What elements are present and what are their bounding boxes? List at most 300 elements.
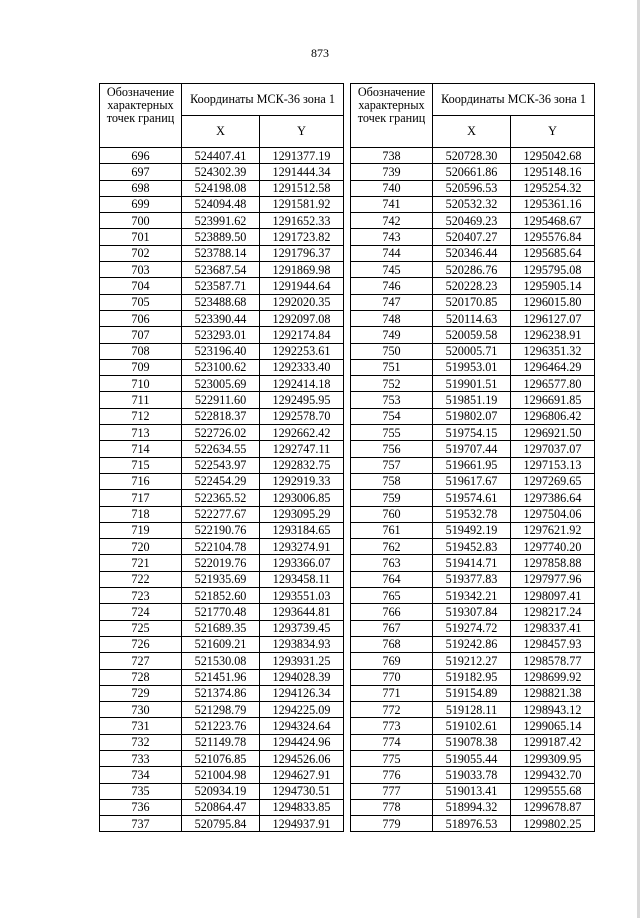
y-coordinate-cell: 1294730.51 xyxy=(260,783,344,799)
table-row xyxy=(100,636,344,652)
x-coordinate-cell: 524407.41 xyxy=(182,148,260,164)
table-row xyxy=(351,783,595,799)
point-number-cell: 743 xyxy=(351,229,433,245)
y-coordinate-cell: 1296806.42 xyxy=(511,408,595,424)
point-number-cell: 775 xyxy=(351,750,433,766)
y-coordinate-cell: 1295254.32 xyxy=(511,180,595,196)
table-row xyxy=(351,327,595,343)
y-coordinate-cell: 1292662.42 xyxy=(260,425,344,441)
point-number-cell: 708 xyxy=(100,343,182,359)
table-row xyxy=(100,669,344,685)
table-row xyxy=(351,310,595,326)
point-number-cell: 735 xyxy=(100,783,182,799)
y-coordinate-cell: 1299555.68 xyxy=(511,783,595,799)
x-coordinate-cell: 520346.44 xyxy=(433,245,511,261)
point-number-cell: 717 xyxy=(100,490,182,506)
designation-header: Обозначение характерных точек границ xyxy=(100,84,182,148)
point-number-cell: 754 xyxy=(351,408,433,424)
y-coordinate-cell: 1296351.32 xyxy=(511,343,595,359)
table-row xyxy=(100,816,344,832)
x-coordinate-cell: 521076.85 xyxy=(182,750,260,766)
point-number-cell: 771 xyxy=(351,685,433,701)
y-coordinate-cell: 1298578.77 xyxy=(511,653,595,669)
x-coordinate-cell: 522818.37 xyxy=(182,408,260,424)
table-row xyxy=(100,620,344,636)
table-row xyxy=(351,522,595,538)
point-number-cell: 742 xyxy=(351,213,433,229)
y-coordinate-cell: 1292747.11 xyxy=(260,441,344,457)
y-coordinate-cell: 1292578.70 xyxy=(260,408,344,424)
x-coordinate-cell: 521935.69 xyxy=(182,571,260,587)
point-number-cell: 765 xyxy=(351,588,433,604)
table-row xyxy=(100,653,344,669)
y-coordinate-cell: 1298457.93 xyxy=(511,636,595,652)
y-coordinate-cell: 1297621.92 xyxy=(511,522,595,538)
x-coordinate-cell: 522454.29 xyxy=(182,473,260,489)
table-row xyxy=(351,294,595,310)
point-number-cell: 770 xyxy=(351,669,433,685)
table-row xyxy=(100,457,344,473)
table-row xyxy=(100,506,344,522)
point-number-cell: 758 xyxy=(351,473,433,489)
x-coordinate-cell: 522190.76 xyxy=(182,522,260,538)
y-coordinate-cell: 1294937.91 xyxy=(260,816,344,832)
x-coordinate-cell: 519492.19 xyxy=(433,522,511,538)
y-coordinate-cell: 1293834.93 xyxy=(260,636,344,652)
x-coordinate-cell: 523587.71 xyxy=(182,278,260,294)
table-row xyxy=(100,588,344,604)
point-number-cell: 709 xyxy=(100,359,182,375)
point-number-cell: 761 xyxy=(351,522,433,538)
x-coordinate-cell: 519242.86 xyxy=(433,636,511,652)
y-coordinate-cell: 1291944.64 xyxy=(260,278,344,294)
x-coordinate-cell: 520795.84 xyxy=(182,816,260,832)
table-row xyxy=(100,539,344,555)
y-coordinate-cell: 1293366.07 xyxy=(260,555,344,571)
point-number-cell: 748 xyxy=(351,310,433,326)
point-number-cell: 764 xyxy=(351,571,433,587)
y-coordinate-cell: 1294424.96 xyxy=(260,734,344,750)
point-number-cell: 745 xyxy=(351,262,433,278)
table-row xyxy=(351,702,595,718)
table-row xyxy=(100,799,344,815)
x-coordinate-cell: 519154.89 xyxy=(433,685,511,701)
y-coordinate-cell: 1296127.07 xyxy=(511,310,595,326)
point-number-cell: 706 xyxy=(100,310,182,326)
point-number-cell: 715 xyxy=(100,457,182,473)
point-number-cell: 704 xyxy=(100,278,182,294)
point-number-cell: 729 xyxy=(100,685,182,701)
point-number-cell: 699 xyxy=(100,196,182,212)
table-row xyxy=(351,425,595,441)
x-coordinate-cell: 518976.53 xyxy=(433,816,511,832)
table-row xyxy=(351,767,595,783)
table-row xyxy=(100,359,344,375)
point-number-cell: 721 xyxy=(100,555,182,571)
point-number-cell: 701 xyxy=(100,229,182,245)
table-row xyxy=(100,327,344,343)
x-coordinate-cell: 519574.61 xyxy=(433,490,511,506)
y-coordinate-cell: 1294627.91 xyxy=(260,767,344,783)
y-coordinate-cell: 1299802.25 xyxy=(511,816,595,832)
point-number-cell: 724 xyxy=(100,604,182,620)
x-coordinate-cell: 522104.78 xyxy=(182,539,260,555)
table-row xyxy=(351,473,595,489)
y-coordinate-cell: 1299309.95 xyxy=(511,750,595,766)
table-row xyxy=(100,229,344,245)
table-row xyxy=(100,750,344,766)
point-number-cell: 714 xyxy=(100,441,182,457)
point-number-cell: 711 xyxy=(100,392,182,408)
point-number-cell: 723 xyxy=(100,588,182,604)
point-number-cell: 718 xyxy=(100,506,182,522)
y-coordinate-cell: 1296015.80 xyxy=(511,294,595,310)
x-coordinate-cell: 523488.68 xyxy=(182,294,260,310)
table-row xyxy=(100,425,344,441)
x-coordinate-cell: 519532.78 xyxy=(433,506,511,522)
x-coordinate-cell: 523687.54 xyxy=(182,262,260,278)
point-number-cell: 722 xyxy=(100,571,182,587)
table-row xyxy=(100,196,344,212)
y-coordinate-cell: 1291869.98 xyxy=(260,262,344,278)
point-number-cell: 725 xyxy=(100,620,182,636)
point-number-cell: 779 xyxy=(351,816,433,832)
y-coordinate-cell: 1296921.50 xyxy=(511,425,595,441)
x-coordinate-cell: 518994.32 xyxy=(433,799,511,815)
table-row xyxy=(351,392,595,408)
x-coordinate-cell: 521530.08 xyxy=(182,653,260,669)
table-row xyxy=(100,213,344,229)
y-coordinate-cell: 1292414.18 xyxy=(260,376,344,392)
y-coordinate-cell: 1293931.25 xyxy=(260,653,344,669)
x-coordinate-cell: 519274.72 xyxy=(433,620,511,636)
point-number-cell: 731 xyxy=(100,718,182,734)
y-coordinate-cell: 1291652.33 xyxy=(260,213,344,229)
point-number-cell: 756 xyxy=(351,441,433,457)
point-number-cell: 733 xyxy=(100,750,182,766)
y-coordinate-cell: 1294526.06 xyxy=(260,750,344,766)
table-row xyxy=(351,343,595,359)
x-coordinate-cell: 521223.76 xyxy=(182,718,260,734)
y-coordinate-cell: 1296577.80 xyxy=(511,376,595,392)
x-coordinate-cell: 520059.58 xyxy=(433,327,511,343)
y-coordinate-cell: 1291796.37 xyxy=(260,245,344,261)
point-number-cell: 728 xyxy=(100,669,182,685)
y-coordinate-cell: 1294028.39 xyxy=(260,669,344,685)
y-coordinate-cell: 1299065.14 xyxy=(511,718,595,734)
y-coordinate-cell: 1299678.87 xyxy=(511,799,595,815)
x-coordinate-cell: 520864.47 xyxy=(182,799,260,815)
x-coordinate-cell: 523196.40 xyxy=(182,343,260,359)
table-row xyxy=(351,816,595,832)
x-coordinate-cell: 519802.07 xyxy=(433,408,511,424)
y-coordinate-cell: 1297504.06 xyxy=(511,506,595,522)
x-coordinate-cell: 520286.76 xyxy=(433,262,511,278)
point-number-cell: 768 xyxy=(351,636,433,652)
table-row xyxy=(351,457,595,473)
x-coordinate-cell: 523293.01 xyxy=(182,327,260,343)
x-coordinate-cell: 519128.11 xyxy=(433,702,511,718)
point-number-cell: 698 xyxy=(100,180,182,196)
point-number-cell: 716 xyxy=(100,473,182,489)
point-number-cell: 776 xyxy=(351,767,433,783)
y-coordinate-cell: 1295576.84 xyxy=(511,229,595,245)
y-coordinate-cell: 1293551.03 xyxy=(260,588,344,604)
y-coordinate-cell: 1294324.64 xyxy=(260,718,344,734)
y-coordinate-cell: 1298097.41 xyxy=(511,588,595,604)
x-coordinate-cell: 519452.83 xyxy=(433,539,511,555)
x-coordinate-cell: 520170.85 xyxy=(433,294,511,310)
table-row xyxy=(100,685,344,701)
point-number-cell: 766 xyxy=(351,604,433,620)
y-coordinate-cell: 1297037.07 xyxy=(511,441,595,457)
table-row xyxy=(351,180,595,196)
table-row xyxy=(351,245,595,261)
point-number-cell: 705 xyxy=(100,294,182,310)
x-coordinate-cell: 520532.32 xyxy=(433,196,511,212)
table-row xyxy=(351,734,595,750)
x-coordinate-cell: 522634.55 xyxy=(182,441,260,457)
y-coordinate-cell: 1292253.61 xyxy=(260,343,344,359)
y-coordinate-cell: 1295361.16 xyxy=(511,196,595,212)
x-coordinate-cell: 523390.44 xyxy=(182,310,260,326)
x-coordinate-cell: 519078.38 xyxy=(433,734,511,750)
y-coordinate-cell: 1296464.29 xyxy=(511,359,595,375)
x-header: X xyxy=(433,116,511,148)
x-coordinate-cell: 521149.78 xyxy=(182,734,260,750)
y-header: Y xyxy=(260,116,344,148)
point-number-cell: 773 xyxy=(351,718,433,734)
point-number-cell: 696 xyxy=(100,148,182,164)
point-number-cell: 730 xyxy=(100,702,182,718)
point-number-cell: 710 xyxy=(100,376,182,392)
point-number-cell: 763 xyxy=(351,555,433,571)
x-coordinate-cell: 519414.71 xyxy=(433,555,511,571)
table-row xyxy=(100,310,344,326)
x-coordinate-cell: 519212.27 xyxy=(433,653,511,669)
table-row xyxy=(351,278,595,294)
x-coordinate-cell: 519307.84 xyxy=(433,604,511,620)
table-row xyxy=(351,408,595,424)
designation-header: Обозначение характерных точек границ xyxy=(351,84,433,148)
x-coordinate-cell: 519342.21 xyxy=(433,588,511,604)
table-row xyxy=(351,359,595,375)
y-coordinate-cell: 1297153.13 xyxy=(511,457,595,473)
point-number-cell: 757 xyxy=(351,457,433,473)
point-number-cell: 777 xyxy=(351,783,433,799)
y-coordinate-cell: 1298337.41 xyxy=(511,620,595,636)
x-coordinate-cell: 519707.44 xyxy=(433,441,511,457)
x-coordinate-cell: 519754.15 xyxy=(433,425,511,441)
y-coordinate-cell: 1298821.38 xyxy=(511,685,595,701)
x-coordinate-cell: 522911.60 xyxy=(182,392,260,408)
y-coordinate-cell: 1297386.64 xyxy=(511,490,595,506)
point-number-cell: 741 xyxy=(351,196,433,212)
point-number-cell: 751 xyxy=(351,359,433,375)
table-row xyxy=(351,799,595,815)
x-coordinate-cell: 519953.01 xyxy=(433,359,511,375)
x-coordinate-cell: 521451.96 xyxy=(182,669,260,685)
point-number-cell: 707 xyxy=(100,327,182,343)
y-coordinate-cell: 1292495.95 xyxy=(260,392,344,408)
y-coordinate-cell: 1292174.84 xyxy=(260,327,344,343)
x-coordinate-cell: 522365.52 xyxy=(182,490,260,506)
table-row xyxy=(100,767,344,783)
table-row xyxy=(100,408,344,424)
x-coordinate-cell: 519102.61 xyxy=(433,718,511,734)
y-coordinate-cell: 1295042.68 xyxy=(511,148,595,164)
point-number-cell: 736 xyxy=(100,799,182,815)
coordinates-table-right xyxy=(350,83,595,832)
table-row xyxy=(100,555,344,571)
coordinates-tables xyxy=(99,83,594,831)
table-row xyxy=(351,196,595,212)
coordinates-table-left xyxy=(99,83,344,832)
table-row xyxy=(351,685,595,701)
point-number-cell: 739 xyxy=(351,164,433,180)
x-coordinate-cell: 521689.35 xyxy=(182,620,260,636)
y-coordinate-cell: 1299187.42 xyxy=(511,734,595,750)
x-coordinate-cell: 519617.67 xyxy=(433,473,511,489)
x-coordinate-cell: 519055.44 xyxy=(433,750,511,766)
x-coordinate-cell: 523991.62 xyxy=(182,213,260,229)
point-number-cell: 774 xyxy=(351,734,433,750)
point-number-cell: 769 xyxy=(351,653,433,669)
table-row xyxy=(351,539,595,555)
table-row xyxy=(351,588,595,604)
coords-title-header: Координаты МСК-36 зона 1 xyxy=(433,84,595,116)
x-coordinate-cell: 520407.27 xyxy=(433,229,511,245)
y-coordinate-cell: 1292919.33 xyxy=(260,473,344,489)
y-coordinate-cell: 1296691.85 xyxy=(511,392,595,408)
y-coordinate-cell: 1293184.65 xyxy=(260,522,344,538)
point-number-cell: 762 xyxy=(351,539,433,555)
point-number-cell: 767 xyxy=(351,620,433,636)
x-coordinate-cell: 522019.76 xyxy=(182,555,260,571)
y-header: Y xyxy=(511,116,595,148)
point-number-cell: 749 xyxy=(351,327,433,343)
y-coordinate-cell: 1294833.85 xyxy=(260,799,344,815)
x-coordinate-cell: 524198.08 xyxy=(182,180,260,196)
table-row xyxy=(100,490,344,506)
table-row xyxy=(351,653,595,669)
x-coordinate-cell: 524094.48 xyxy=(182,196,260,212)
point-number-cell: 727 xyxy=(100,653,182,669)
point-number-cell: 759 xyxy=(351,490,433,506)
table-row xyxy=(100,702,344,718)
y-coordinate-cell: 1291512.58 xyxy=(260,180,344,196)
y-coordinate-cell: 1297858.88 xyxy=(511,555,595,571)
x-header: X xyxy=(182,116,260,148)
table-row xyxy=(100,294,344,310)
y-coordinate-cell: 1295685.64 xyxy=(511,245,595,261)
x-coordinate-cell: 520228.23 xyxy=(433,278,511,294)
y-coordinate-cell: 1298699.92 xyxy=(511,669,595,685)
table-row xyxy=(100,392,344,408)
x-coordinate-cell: 519851.19 xyxy=(433,392,511,408)
x-coordinate-cell: 521374.86 xyxy=(182,685,260,701)
y-coordinate-cell: 1297977.96 xyxy=(511,571,595,587)
table-row xyxy=(351,441,595,457)
table-row xyxy=(100,262,344,278)
x-coordinate-cell: 523788.14 xyxy=(182,245,260,261)
y-coordinate-cell: 1297269.65 xyxy=(511,473,595,489)
x-coordinate-cell: 520728.30 xyxy=(433,148,511,164)
table-row xyxy=(100,148,344,164)
point-number-cell: 700 xyxy=(100,213,182,229)
x-coordinate-cell: 520596.53 xyxy=(433,180,511,196)
point-number-cell: 753 xyxy=(351,392,433,408)
y-coordinate-cell: 1292020.35 xyxy=(260,294,344,310)
point-number-cell: 772 xyxy=(351,702,433,718)
x-coordinate-cell: 523005.69 xyxy=(182,376,260,392)
x-coordinate-cell: 519013.41 xyxy=(433,783,511,799)
table-row xyxy=(100,473,344,489)
point-number-cell: 760 xyxy=(351,506,433,522)
point-number-cell: 750 xyxy=(351,343,433,359)
table-row xyxy=(100,343,344,359)
point-number-cell: 738 xyxy=(351,148,433,164)
table-row xyxy=(351,571,595,587)
table-row xyxy=(100,441,344,457)
point-number-cell: 702 xyxy=(100,245,182,261)
table-row xyxy=(351,164,595,180)
table-row xyxy=(100,376,344,392)
point-number-cell: 746 xyxy=(351,278,433,294)
x-coordinate-cell: 522277.67 xyxy=(182,506,260,522)
y-coordinate-cell: 1295468.67 xyxy=(511,213,595,229)
x-coordinate-cell: 519033.78 xyxy=(433,767,511,783)
x-coordinate-cell: 521298.79 xyxy=(182,702,260,718)
x-coordinate-cell: 522726.02 xyxy=(182,425,260,441)
y-coordinate-cell: 1293458.11 xyxy=(260,571,344,587)
x-coordinate-cell: 520005.71 xyxy=(433,343,511,359)
point-number-cell: 712 xyxy=(100,408,182,424)
x-coordinate-cell: 520934.19 xyxy=(182,783,260,799)
point-number-cell: 778 xyxy=(351,799,433,815)
point-number-cell: 747 xyxy=(351,294,433,310)
x-coordinate-cell: 519661.95 xyxy=(433,457,511,473)
point-number-cell: 752 xyxy=(351,376,433,392)
point-number-cell: 740 xyxy=(351,180,433,196)
table-row xyxy=(351,669,595,685)
y-coordinate-cell: 1294126.34 xyxy=(260,685,344,701)
table-row xyxy=(351,555,595,571)
point-number-cell: 744 xyxy=(351,245,433,261)
point-number-cell: 720 xyxy=(100,539,182,555)
y-coordinate-cell: 1291723.82 xyxy=(260,229,344,245)
point-number-cell: 719 xyxy=(100,522,182,538)
y-coordinate-cell: 1291444.34 xyxy=(260,164,344,180)
x-coordinate-cell: 523100.62 xyxy=(182,359,260,375)
point-number-cell: 737 xyxy=(100,816,182,832)
table-row xyxy=(351,213,595,229)
x-coordinate-cell: 523889.50 xyxy=(182,229,260,245)
y-coordinate-cell: 1296238.91 xyxy=(511,327,595,343)
table-row xyxy=(100,571,344,587)
x-coordinate-cell: 521609.21 xyxy=(182,636,260,652)
x-coordinate-cell: 521852.60 xyxy=(182,588,260,604)
y-coordinate-cell: 1292097.08 xyxy=(260,310,344,326)
table-row xyxy=(100,734,344,750)
x-coordinate-cell: 519377.83 xyxy=(433,571,511,587)
point-number-cell: 734 xyxy=(100,767,182,783)
y-coordinate-cell: 1298217.24 xyxy=(511,604,595,620)
table-row xyxy=(351,506,595,522)
point-number-cell: 732 xyxy=(100,734,182,750)
page-number: 873 xyxy=(311,46,329,60)
y-coordinate-cell: 1295795.08 xyxy=(511,262,595,278)
